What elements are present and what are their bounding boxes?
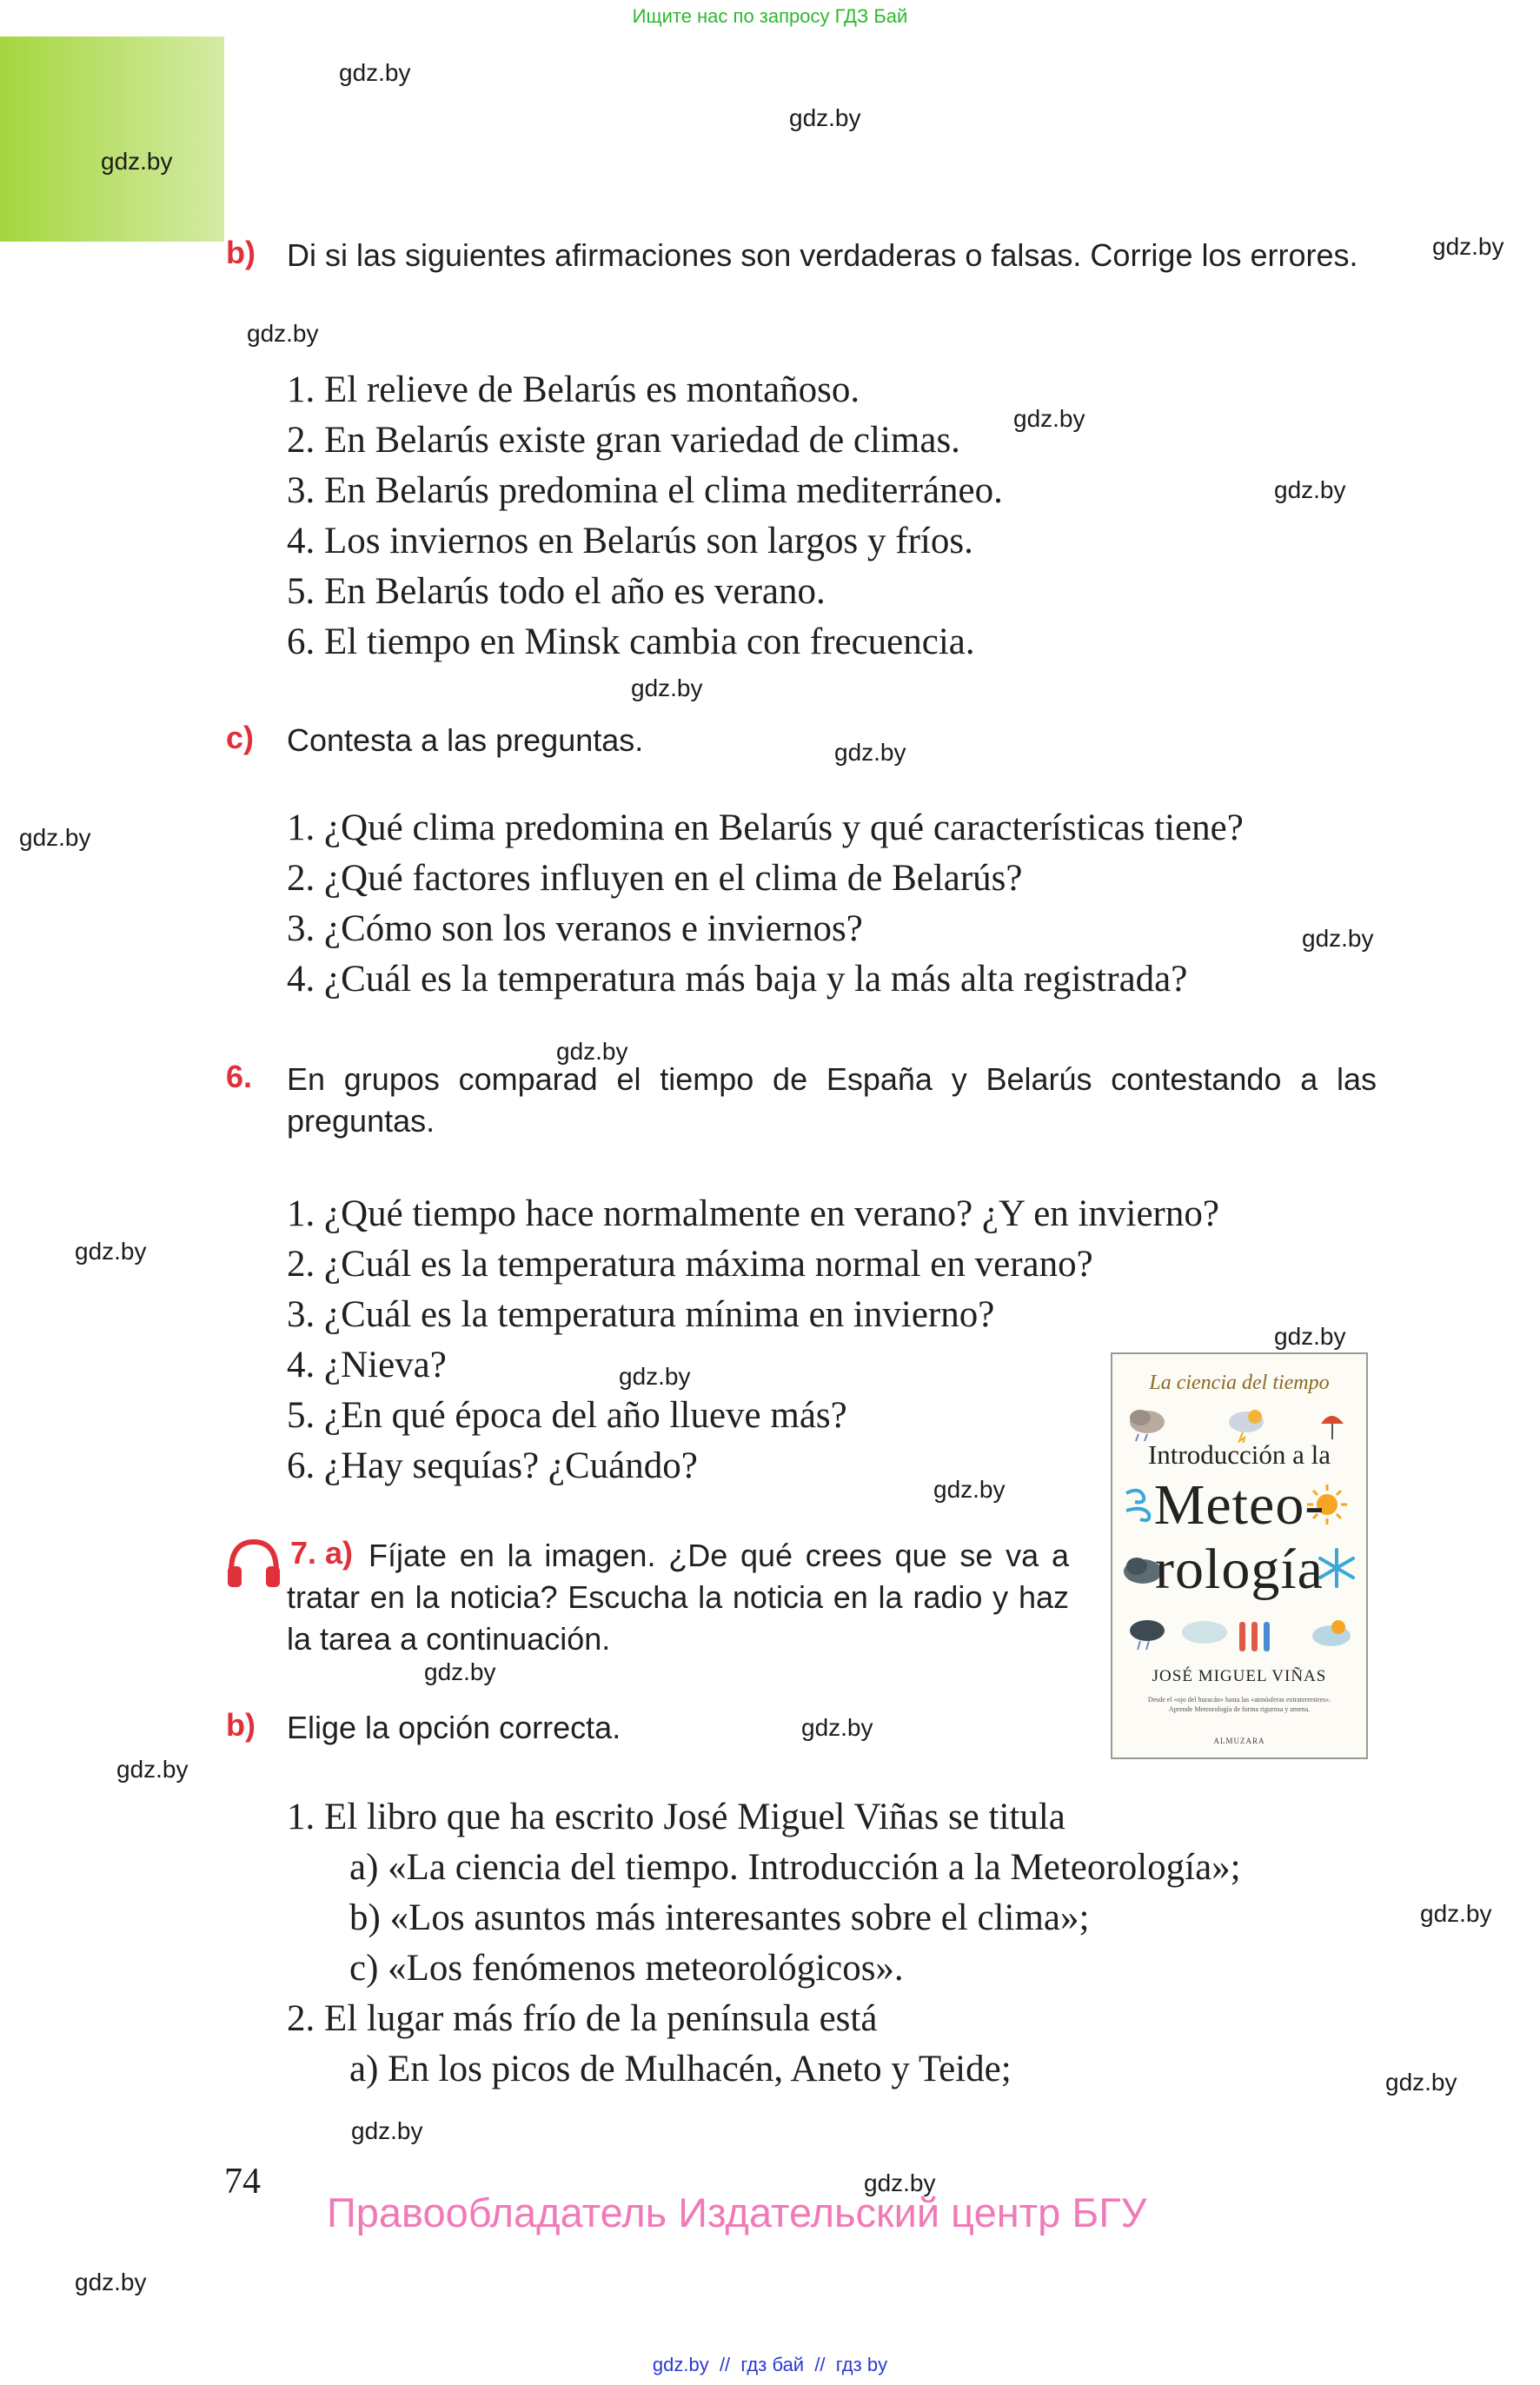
corner-decoration <box>0 37 224 242</box>
watermark: gdz.by <box>834 739 906 766</box>
exercise-7-instruction: Fíjate en la imagen. ¿De qué crees que se va a tratar en la noticia? Escucha la noticia en la radio y haz la tarea a continuación. <box>287 1538 1069 1657</box>
watermark: gdz.by <box>619 1363 691 1390</box>
book-title-intro: Introducción a la <box>1147 1439 1331 1470</box>
watermark: gdz.by <box>247 320 319 347</box>
watermark: gdz.by <box>75 2269 147 2295</box>
option: a) En los picos de Mulhacén, Aneto y Teide; <box>349 2049 1012 2089</box>
watermark: gdz.by <box>1432 233 1504 260</box>
section-b-instruction: Di si las siguientes afirmaciones son verdaderas o falsas. Corrige los errores. <box>287 237 1358 273</box>
list-item: 2. En Belarús existe gran variedad de climas. <box>287 420 960 461</box>
watermark: gdz.by <box>1385 2069 1457 2096</box>
footer-links[interactable]: gdz.by // гдз бай // гдз by <box>652 2354 888 2375</box>
watermark: gdz.by <box>789 104 861 131</box>
section-c-instruction: Contesta a las preguntas. <box>287 722 644 758</box>
watermark: gdz.by <box>101 148 173 175</box>
weather-icons-bottom <box>1125 1615 1356 1662</box>
section-c-list <box>287 803 1244 1005</box>
section-b-list <box>287 365 1003 668</box>
list-item: 3. En Belarús predomina el clima mediterráneo. <box>287 470 1003 511</box>
book-title-main-2: rología <box>1155 1538 1324 1601</box>
watermark: gdz.by <box>424 1658 496 1685</box>
watermark: gdz.by <box>351 2117 423 2144</box>
watermark: gdz.by <box>339 59 411 86</box>
list-item: 2. ¿Cuál es la temperatura máxima normal en verano? <box>287 1244 1093 1285</box>
book-cover <box>1111 1352 1368 1759</box>
section-b-marker: b) <box>226 235 256 270</box>
list-item: 5. ¿En qué época del año llueve más? <box>287 1395 847 1436</box>
question: 1. El libro que ha escrito José Miguel Viñas se titula <box>287 1797 1065 1837</box>
list-item: 3. ¿Cómo son los veranos e inviernos? <box>287 908 863 949</box>
list-item: 1. ¿Qué tiempo hace normalmente en verano? ¿Y en invierno? <box>287 1193 1219 1234</box>
watermark: gdz.by <box>631 674 703 701</box>
book-author: JOSÉ MIGUEL VIÑAS <box>1152 1667 1327 1685</box>
exercise-6-instruction: En grupos comparad el tiempo de España y Belarús contestando a las preguntas. <box>287 1061 1377 1139</box>
watermark: gdz.by <box>1274 476 1346 503</box>
list-item: 4. Los inviernos en Belarús son largos y fríos. <box>287 521 973 561</box>
option: b) «Los asuntos más interesantes sobre el clima»; <box>349 1897 1090 1938</box>
book-publisher: ALMUZARA <box>1213 1737 1265 1745</box>
exercise-7b-instruction: Elige la opción correcta. <box>287 1710 621 1745</box>
copyright-notice: Правообладатель Издательский центр БГУ <box>327 2189 1147 2236</box>
exercise-6-marker: 6. <box>226 1059 253 1094</box>
option: a) «La ciencia del tiempo. Introducción a la Meteorología»; <box>349 1847 1241 1888</box>
list-item: 1. ¿Qué clima predomina en Belarús y qué características tiene? <box>287 807 1244 848</box>
exercise-6-list <box>287 1189 1219 1491</box>
watermark: gdz.by <box>75 1238 147 1265</box>
list-item: 5. En Belarús todo el año es verano. <box>287 571 826 612</box>
watermark: gdz.by <box>19 824 91 851</box>
exercise-7-marker: 7. a) <box>290 1535 354 1571</box>
list-item: 2. ¿Qué factores influyen en el clima de Belarús? <box>287 858 1023 899</box>
watermark: gdz.by <box>1013 405 1085 432</box>
list-item: 6. ¿Hay sequías? ¿Cuándo? <box>287 1445 698 1486</box>
section-c-marker: c) <box>226 720 255 755</box>
list-item: 3. ¿Cuál es la temperatura mínima en invierno? <box>287 1294 995 1335</box>
watermark: gdz.by <box>864 2169 936 2196</box>
watermark: gdz.by <box>933 1476 1006 1503</box>
list-item: 1. El relieve de Belarús es montañoso. <box>287 369 860 410</box>
exercise-7b-marker: b) <box>226 1707 256 1743</box>
book-blurb: Desde el «ojo del huracán» hasta las «atmósferas extraterrestres». Aprende Meteorología de forma rigurosa y amena. <box>1147 1696 1331 1713</box>
option: c) «Los fenómenos meteorológicos». <box>349 1948 904 1989</box>
list-item: 4. ¿Nieva? <box>287 1345 447 1385</box>
top-banner: Ищите нас по запросу ГДЗ Бай <box>632 5 908 27</box>
watermark: gdz.by <box>1420 1900 1492 1927</box>
list-item: 6. El tiempo en Minsk cambia con frecuencia. <box>287 621 975 662</box>
headphones-icon <box>224 1537 283 1591</box>
list-item: 4. ¿Cuál es la temperatura más baja y la más alta registrada? <box>287 959 1188 1000</box>
page-number: 74 <box>224 2162 261 2202</box>
book-title-main-1: Meteo- <box>1153 1473 1325 1537</box>
watermark: gdz.by <box>801 1714 873 1741</box>
weather-icons-top <box>1125 1405 1356 1443</box>
watermark: gdz.by <box>1302 925 1374 952</box>
watermark: gdz.by <box>116 1756 189 1783</box>
watermark: gdz.by <box>556 1038 628 1065</box>
watermark: gdz.by <box>1274 1323 1346 1350</box>
question: 2. El lugar más frío de la península está <box>287 1998 878 2039</box>
book-title-top: La ciencia del tiempo <box>1149 1372 1330 1394</box>
exercise-7b-list <box>287 1792 1241 2095</box>
